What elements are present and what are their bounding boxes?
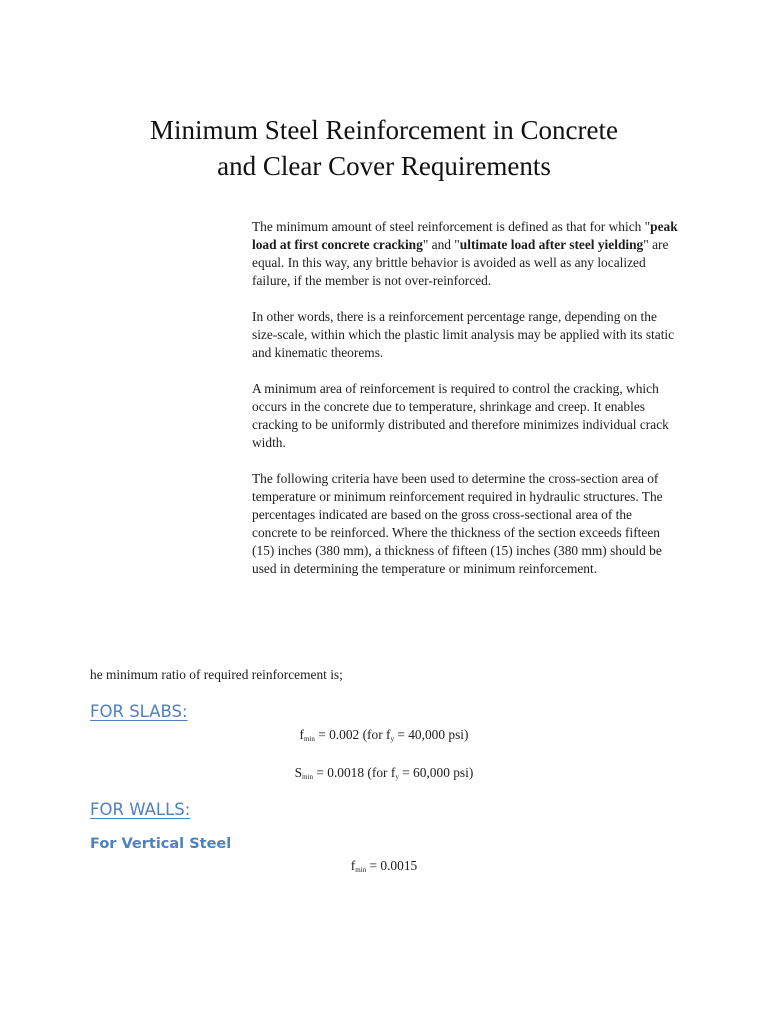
formula-1-text-b: = 40,000 psi): [393, 727, 469, 742]
formula-3-text: = 0.0015: [366, 858, 418, 873]
paragraph-1-text-c: " are equal. In this way, any brittle behavior is avoided as well as any localized failure, if the member is not over-reinforced.: [252, 237, 669, 288]
vertical-steel-heading: For Vertical Steel: [90, 836, 232, 852]
body-text-column: [252, 218, 680, 596]
paragraph-1-text-a: The minimum amount of steel reinforcement is defined as that for which ": [252, 219, 651, 234]
formula-3-subscript: min: [355, 866, 367, 874]
formula-2-symbol: S: [294, 765, 303, 780]
page-title: [60, 112, 708, 184]
formula-1-text-a: = 0.002 (for f: [314, 727, 391, 742]
title-line-1: Minimum Steel Reinforcement in Concrete: [150, 115, 618, 145]
formula-2-text-a: = 0.0018 (for f: [313, 765, 396, 780]
formula-1-subscript-y: y: [390, 735, 394, 743]
formula-2-text-b: = 60,000 psi): [398, 765, 474, 780]
paragraph-1-text-b: " and ": [422, 237, 460, 252]
title-line-2: and Clear Cover Requirements: [217, 151, 551, 181]
formula-3-symbol: f: [350, 858, 356, 873]
formula-2-subscript: min: [302, 773, 313, 781]
formula-slabs-60000: [0, 764, 768, 786]
paragraph-1: [252, 218, 680, 290]
slabs-heading: FOR SLABS:: [90, 702, 188, 721]
paragraph-4: The following criteria have been used to determine the cross-section area of temperature or minimum reinforcement required in hydraulic structures. The percentages indicated are based on the gross cross-sectional area of the concrete to be reinforced. Where the thickness of the section exceeds fifteen (15) inches (380 mm), a thickness of fifteen (15) inches (380 mm) should be used in determining the temperature or minimum reinforcement.: [252, 471, 663, 576]
paragraph-2: In other words, there is a reinforcement percentage range, depending on the size-scale, within which the plastic limit analysis may be applied with its static and kinematic theorems.: [252, 309, 675, 360]
paragraph-1-bold-b: ultimate load after steel yielding: [459, 237, 644, 252]
formula-1-symbol: f: [299, 727, 304, 742]
paragraph-3: A minimum area of reinforcement is required to control the cracking, which occurs in the concrete due to temperature, shrinkage and creep. It enables cracking to be uniformly distributed and therefore minimizes individual crack width.: [252, 381, 669, 450]
ratio-intro: he minimum ratio of required reinforcement is;: [90, 667, 343, 682]
paragraph-1-bold-a: peak load at first concrete cracking: [252, 219, 678, 252]
formula-walls-vertical: [0, 857, 768, 879]
walls-heading: FOR WALLS:: [90, 800, 191, 819]
formula-2-subscript-y: y: [395, 773, 399, 781]
formula-1-subscript: min: [303, 735, 315, 743]
formula-slabs-40000: [0, 726, 768, 748]
